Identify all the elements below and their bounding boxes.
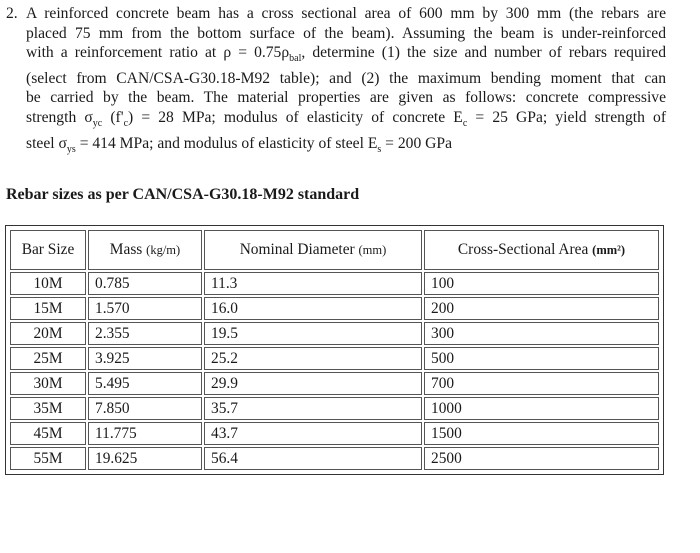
header-bar-size [10, 230, 86, 270]
cell-mass: 7.850 [88, 397, 202, 420]
table-row [10, 422, 659, 445]
cell-diameter: 25.2 [204, 347, 422, 370]
cell-diameter: 16.0 [204, 297, 422, 320]
problem-line: strength $\sigma_{yc}$ $(f'_c) = 28$ MPa; modulus of elasticity of concrete $E_c = 25$ GPa; yield strength of [26, 109, 667, 130]
cell-diameter: 56.4 [204, 447, 422, 470]
table-header-row [10, 230, 659, 270]
table-row [10, 297, 659, 320]
cell-area: 1000 [424, 397, 659, 420]
cell-mass: 0.785 [88, 272, 202, 295]
header-diameter [204, 230, 422, 270]
cell-diameter: 11.3 [204, 272, 422, 295]
problem-text [26, 4, 666, 159]
cell-bar-size: 45M [10, 422, 86, 445]
header-mass-unit: (kg/m) [146, 243, 181, 257]
problem-line: (select from CAN/CSA-G30.18-M92 table); and (2) the maximum bending moment that can [26, 69, 666, 87]
cell-bar-size: 55M [10, 447, 86, 470]
rebar-table [8, 228, 661, 472]
cell-diameter: 29.9 [204, 372, 422, 395]
header-diameter-label: Nominal Diameter [239, 241, 355, 258]
table-row [10, 447, 659, 470]
cell-area: 500 [424, 347, 659, 370]
table-row [10, 322, 659, 345]
cell-diameter: 35.7 [204, 397, 422, 420]
header-mass [88, 230, 202, 270]
cell-mass: 11.775 [88, 422, 202, 445]
cell-mass: 2.355 [88, 322, 202, 345]
problem-line: placed 75 mm from the bottom surface of the beam). Assuming the beam is under-reinforced [26, 24, 666, 42]
problem-statement [6, 4, 666, 159]
cell-bar-size: 25M [10, 347, 86, 370]
table-row [10, 397, 659, 420]
cell-mass: 3.925 [88, 347, 202, 370]
cell-diameter: 19.5 [204, 322, 422, 345]
problem-line: be carried by the beam. The material properties are given as follows: concrete compressive [26, 89, 666, 107]
table-row [10, 347, 659, 370]
cell-diameter: 43.7 [204, 422, 422, 445]
header-area [424, 230, 659, 270]
header-mass-label: Mass [109, 241, 143, 258]
cell-bar-size: 35M [10, 397, 86, 420]
header-diameter-unit: (mm) [358, 243, 387, 257]
rebar-table-frame [5, 225, 664, 475]
problem-line: steel $\sigma_{ys} = 414$ MPa; and modulus of elasticity of steel $E_s = 200$ GPa [26, 134, 453, 155]
cell-bar-size: 10M [10, 272, 86, 295]
header-area-label: Cross-Sectional Area [457, 241, 589, 258]
table-row [10, 272, 659, 295]
table-title: Rebar sizes as per CAN/CSA-G30.18-M92 standard [6, 186, 360, 203]
cell-mass: 5.495 [88, 372, 202, 395]
cell-bar-size: 30M [10, 372, 86, 395]
cell-area: 1500 [424, 422, 659, 445]
problem-line: with a reinforcement ratio at $\rho = 0.75\rho_{bal}$, determine (1) the size and number of rebars required [26, 44, 666, 65]
cell-mass: 1.570 [88, 297, 202, 320]
header-area-unit: (mm²) [592, 243, 626, 257]
cell-bar-size: 20M [10, 322, 86, 345]
cell-area: 300 [424, 322, 659, 345]
cell-area: 2500 [424, 447, 659, 470]
problem-line: A reinforced concrete beam has a cross sectional area of 600 mm by 300 mm (the rebars are [26, 5, 666, 22]
cell-area: 100 [424, 272, 659, 295]
cell-bar-size: 15M [10, 297, 86, 320]
cell-mass: 19.625 [88, 447, 202, 470]
problem-number: 2. [6, 5, 18, 22]
cell-area: 200 [424, 297, 659, 320]
header-bar-size-label: Bar Size [21, 241, 75, 258]
table-row [10, 372, 659, 395]
cell-area: 700 [424, 372, 659, 395]
